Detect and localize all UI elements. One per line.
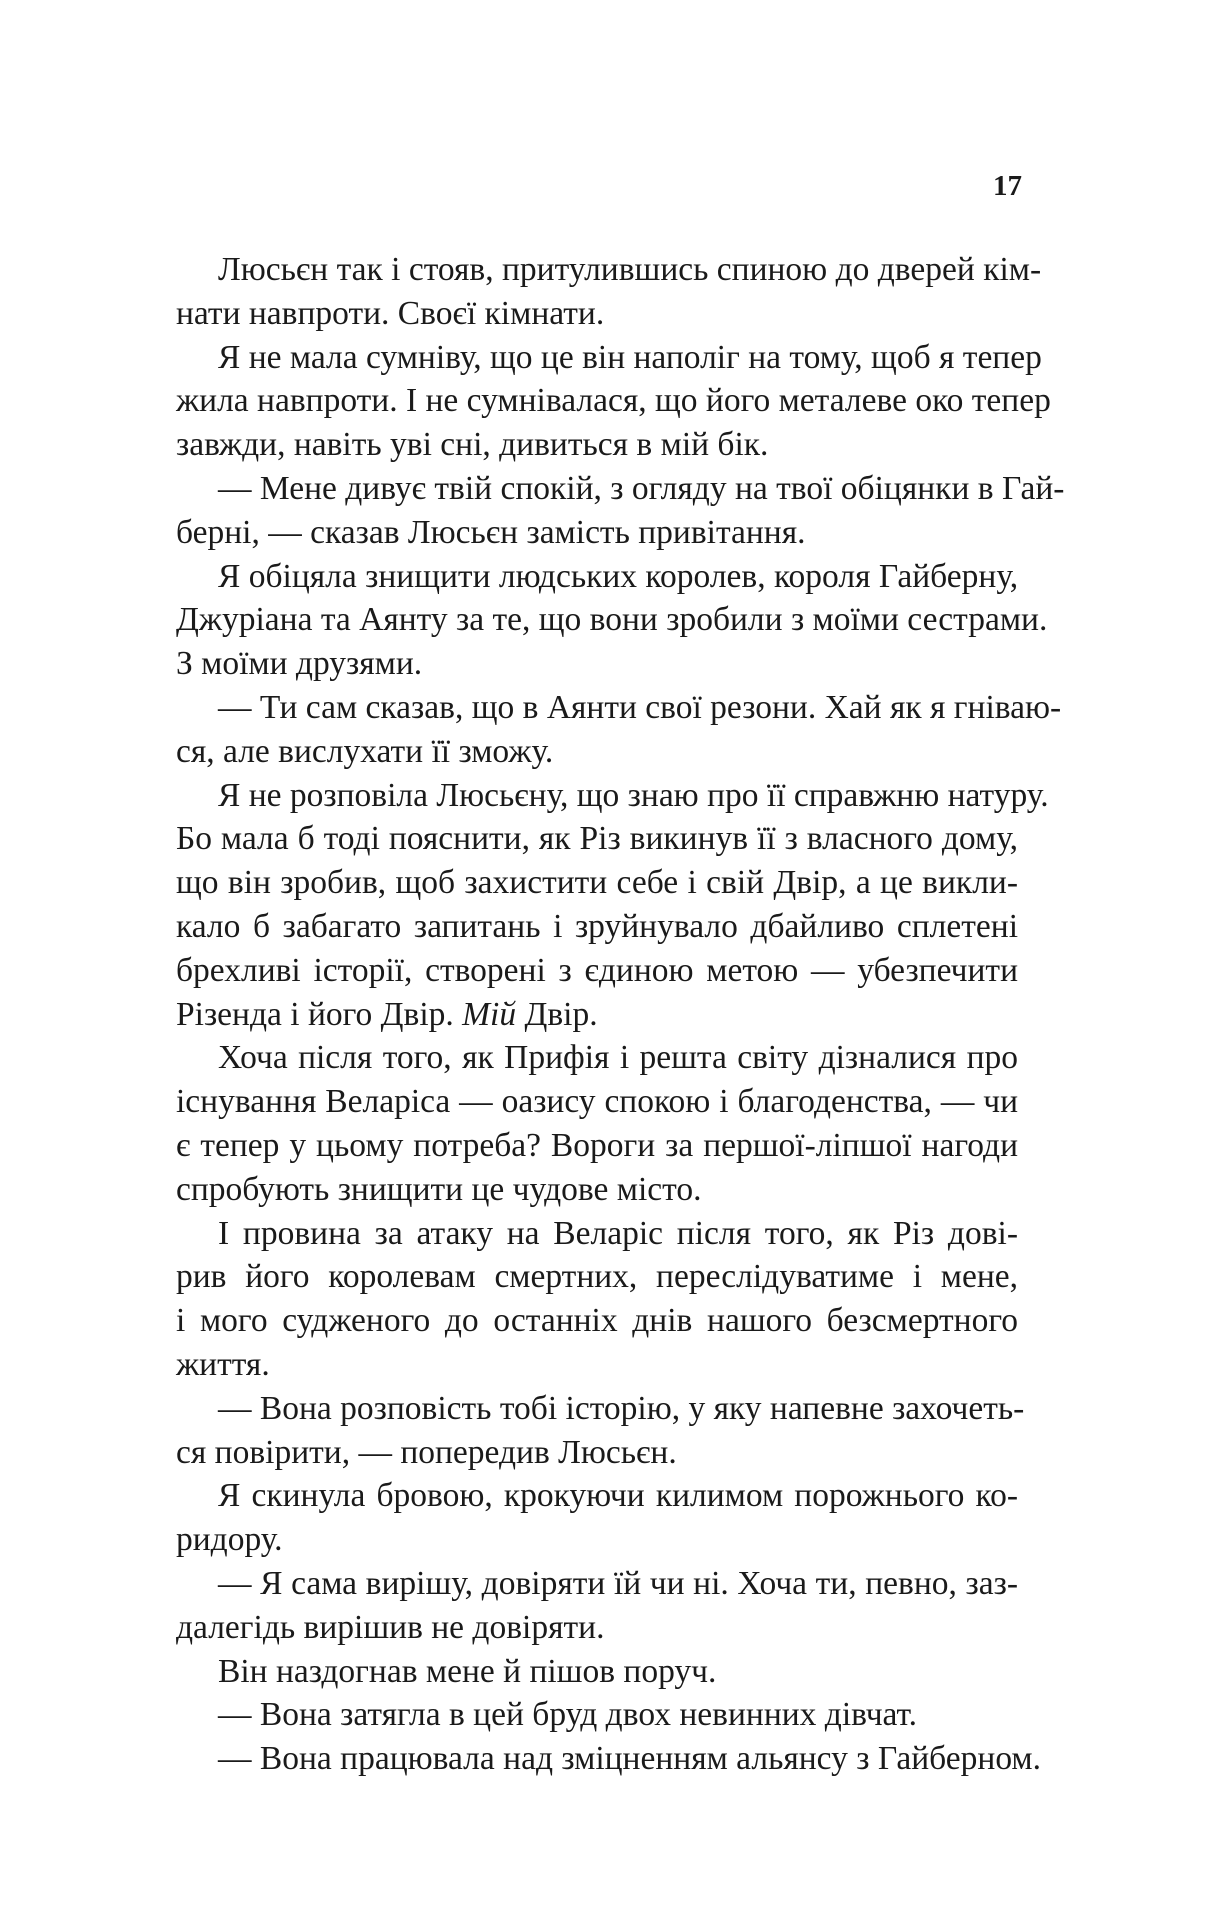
text-line: спробують знищити це чудове місто. (176, 1170, 702, 1208)
text-line: — Вона розповість тобі історію, у яку напевне захочеть- (218, 1389, 1025, 1427)
text-line: далегідь вирішив не довіряти. (176, 1608, 605, 1646)
text-line: завжди, навіть уві сні, дивиться в мій бік. (176, 426, 769, 464)
italic-emphasis: Мій (462, 995, 517, 1033)
text-line: є тепер у цьому потреба? Вороги за першої-ліпшої нагоди (176, 1126, 1018, 1164)
text-line: Я не мала сумніву, що це він наполіг на тому, щоб я тепер (218, 338, 1042, 376)
text-line: Джуріана та Аянту за те, що вони зробили з моїми сестрами. (176, 601, 1048, 639)
text-line: — Мене дивує твій спокій, з огляду на твої обіцянки в Гай- (218, 469, 1065, 507)
text-line: Я обіцяла знищити людських королев, короля Гайберну, (218, 557, 1019, 595)
text-line: і мого судженого до останніх днів нашого безсмертного (176, 1302, 1018, 1340)
text-line: нати навпроти. Своєї кімнати. (176, 294, 605, 332)
text-line: ся, але вислухати її зможу. (176, 732, 554, 770)
text-line: жила навпроти. І не сумнівалася, що його металеве око тепер (176, 382, 1051, 420)
text-line: брехливі історії, створені з єдиною метою — убезпечити (176, 951, 1018, 989)
text-segment: Різенда і його Двір. (176, 995, 454, 1033)
text-segment: Двір. (524, 995, 598, 1033)
text-line: Він наздогнав мене й пішов поруч. (218, 1652, 717, 1690)
text-line: — Вона працювала над зміцненням альянсу з Гайберном. (218, 1740, 1042, 1778)
text-line: життя. (176, 1345, 270, 1383)
text-line: ридору. (176, 1521, 283, 1559)
text-line: — Ти сам сказав, що в Аянти свої резони. Хай як я гніваю- (218, 688, 1062, 726)
text-line: Я не розповіла Люсьєну, що знаю про її справжню натуру. (218, 776, 1049, 814)
text-line: кало б забагато запитань і зруйнувало дбайливо сплетені (176, 907, 1018, 945)
text-line: ся повірити, — попередив Люсьєн. (176, 1433, 677, 1471)
text-line: — Я сама вирішу, довіряти їй чи ні. Хоча ти, певно, заз- (218, 1564, 1018, 1602)
text-line: існування Веларіса — оазису спокою і благоденства, — чи (176, 1083, 1018, 1121)
text-line: берні, — сказав Люсьєн замість привітання. (176, 513, 806, 551)
text-line: Я скинула бровою, крокуючи килимом порожнього ко- (218, 1477, 1018, 1515)
page-number: 17 (993, 170, 1022, 202)
text-line: — Вона затягла в цей бруд двох невинних дівчат. (218, 1696, 918, 1734)
text-line-mixed (176, 993, 1018, 1037)
text-line: що він зробив, щоб захистити себе і свій Двір, а це викли- (176, 864, 1018, 902)
text-line: рив його королевам смертних, переслідуватиме і мене, (176, 1258, 1018, 1296)
text-line: Бо мала б тоді пояснити, як Різ викинув її з власного дому, (176, 820, 1018, 858)
text-line: З моїми друзями. (176, 645, 423, 683)
body-text (176, 248, 1065, 1781)
text-line: Хоча після того, як Прифія і решта світу дізналися про (218, 1039, 1018, 1077)
text-line: Люсьєн так і стояв, притулившись спиною до дверей кім- (218, 251, 1042, 288)
text-line: І провина за атаку на Веларіс після того, як Різ дові- (218, 1214, 1018, 1252)
